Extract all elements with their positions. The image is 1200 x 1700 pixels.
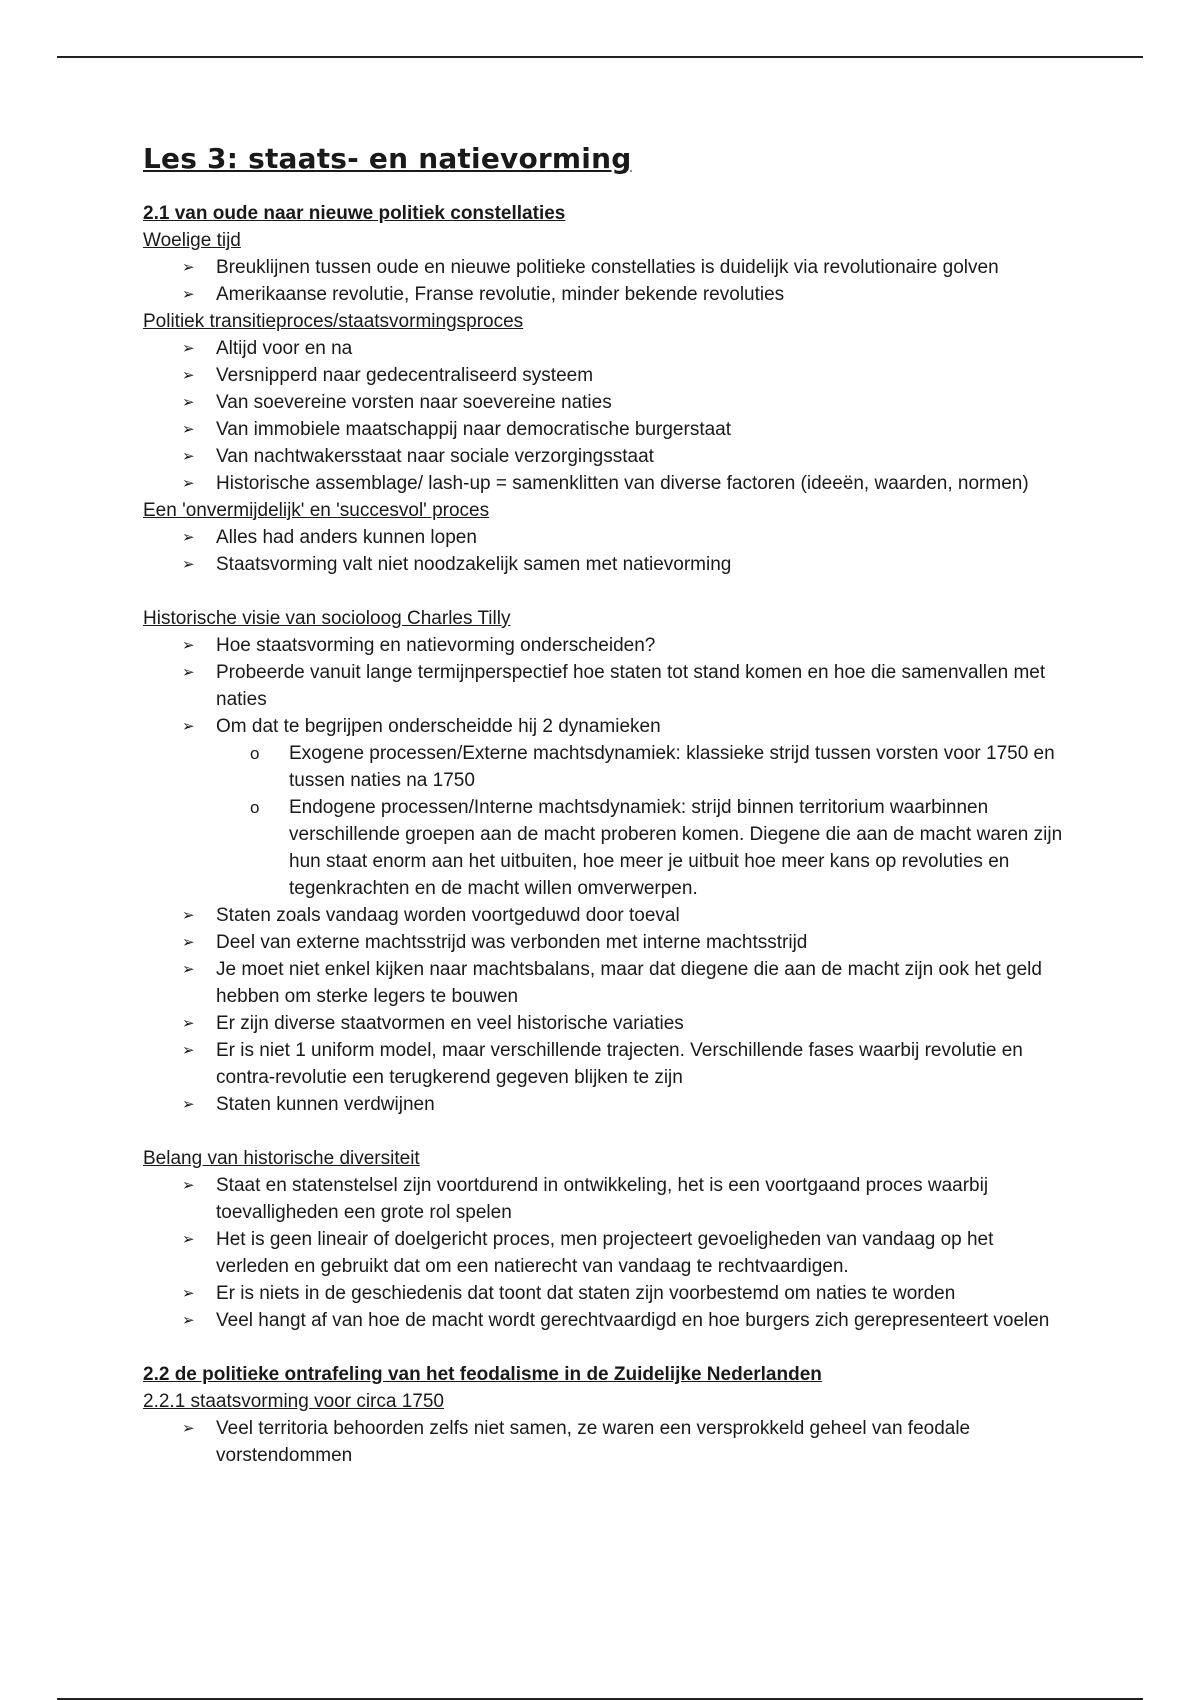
transitie-list [143, 335, 1063, 497]
list-item: ➢ Altijd voor en na [143, 335, 1063, 362]
section-2-2-heading: 2.2 de politieke ontrafeling van het feodalisme in de Zuidelijke Nederlanden [143, 1364, 822, 1385]
arrow-bullet-icon: ➢ [182, 421, 195, 438]
section-2-1-heading: 2.1 van oude naar nieuwe politiek constellaties [143, 203, 566, 224]
arrow-bullet-icon: ➢ [182, 286, 195, 303]
page-title: Les 3: staats- en natievorming [143, 142, 632, 175]
list-item: ➢ Versnipperd naar gedecentraliseerd systeem [143, 362, 1063, 389]
list-item: ➢ Je moet niet enkel kijken naar machtsbalans, maar dat diegene die aan de macht zijn ook het geld hebben om sterke legers te bouwen [143, 956, 1063, 1010]
list-item: ➢ Er is niets in de geschiedenis dat toont dat staten zijn voorbestemd om naties te worden [143, 1280, 1063, 1307]
list-item: ➢ Amerikaanse revolutie, Franse revolutie, minder bekende revoluties [143, 281, 1063, 308]
list-item: ➢ Veel hangt af van hoe de macht wordt gerechtvaardigd en hoe burgers zich gerepresenteert voelen [143, 1307, 1063, 1334]
tilly-list [143, 632, 1063, 1118]
arrow-bullet-icon: ➢ [182, 961, 195, 978]
list-item: ➢ Van soevereine vorsten naar soevereine naties [143, 389, 1063, 416]
arrow-bullet-icon: ➢ [182, 475, 195, 492]
arrow-bullet-icon: ➢ [182, 637, 195, 654]
arrow-bullet-icon: ➢ [182, 934, 195, 951]
arrow-bullet-icon: ➢ [182, 367, 195, 384]
list-item: ➢ Staatsvorming valt niet noodzakelijk samen met natievorming [143, 551, 1063, 578]
spacer [143, 1334, 1063, 1361]
arrow-bullet-icon: ➢ [182, 1420, 195, 1437]
circle-bullet-icon: o [250, 798, 260, 817]
woelige-tijd-list [143, 254, 1063, 308]
arrow-bullet-icon: ➢ [182, 556, 195, 573]
document-page [143, 140, 1063, 1469]
arrow-bullet-icon: ➢ [182, 1177, 195, 1194]
arrow-bullet-icon: ➢ [182, 1285, 195, 1302]
list-item: ➢ Van nachtwakersstaat naar sociale verzorgingsstaat [143, 443, 1063, 470]
transitie-label: Politiek transitieproces/staatsvormingsproces [143, 311, 524, 332]
list-item: ➢ Het is geen lineair of doelgericht proces, men projecteert gevoeligheden van vandaag op het verleden en gebruikt dat om een natierecht van vandaag te rechtvaardigen. [143, 1226, 1063, 1280]
arrow-bullet-icon: ➢ [182, 1312, 195, 1329]
tilly-label: Historische visie van socioloog Charles Tilly [143, 608, 511, 629]
arrow-bullet-icon: ➢ [182, 448, 195, 465]
list-item: ➢ Er zijn diverse staatvormen en veel historische variaties [143, 1010, 1063, 1037]
list-item: ➢ Staten kunnen verdwijnen [143, 1091, 1063, 1118]
diversiteit-list [143, 1172, 1063, 1334]
spacer [143, 578, 1063, 605]
arrow-bullet-icon: ➢ [182, 718, 195, 735]
tilly-sub-list [216, 740, 1063, 902]
list-item: ➢ Veel territoria behoorden zelfs niet samen, ze waren een versprokkeld geheel van feodale vorstendommen [143, 1415, 1063, 1469]
list-item: ➢ Hoe staatsvorming en natievorming onderscheiden? [143, 632, 1063, 659]
arrow-bullet-icon: ➢ [182, 1015, 195, 1032]
section-2-2-1-label: 2.2.1 staatsvorming voor circa 1750 [143, 1391, 444, 1412]
list-item: ➢ Staten zoals vandaag worden voortgeduwd door toeval [143, 902, 1063, 929]
arrow-bullet-icon: ➢ [182, 394, 195, 411]
woelige-tijd-label: Woelige tijd [143, 230, 241, 251]
onvermijdelijk-label: Een 'onvermijdelijk' en 'succesvol' proces [143, 500, 490, 521]
list-item: ➢ Breuklijnen tussen oude en nieuwe politieke constellaties is duidelijk via revolutionaire golven [143, 254, 1063, 281]
arrow-bullet-icon: ➢ [182, 1231, 195, 1248]
diversiteit-label: Belang van historische diversiteit [143, 1148, 420, 1169]
sub-list-item: o Exogene processen/Externe machtsdynamiek: klassieke strijd tussen vorsten voor 1750 en tussen naties na 1750 [216, 740, 1063, 794]
arrow-bullet-icon: ➢ [182, 1096, 195, 1113]
onvermijdelijk-list [143, 524, 1063, 578]
arrow-bullet-icon: ➢ [182, 1042, 195, 1059]
arrow-bullet-icon: ➢ [182, 340, 195, 357]
section-2-2-1-list [143, 1415, 1063, 1469]
arrow-bullet-icon: ➢ [182, 664, 195, 681]
arrow-bullet-icon: ➢ [182, 907, 195, 924]
list-item: ➢ Deel van externe machtsstrijd was verbonden met interne machtsstrijd [143, 929, 1063, 956]
header-rule [57, 56, 1143, 58]
arrow-bullet-icon: ➢ [182, 259, 195, 276]
list-item: ➢ Er is niet 1 uniform model, maar verschillende trajecten. Verschillende fases waarbij revolutie en contra-revolutie een terugkerend gegeven blijken te zijn [143, 1037, 1063, 1091]
list-item: ➢ Historische assemblage/ lash-up = samenklitten van diverse factoren (ideeën, waarden, normen) [143, 470, 1063, 497]
sub-list-item: o Endogene processen/Interne machtsdynamiek: strijd binnen territorium waarbinnen verschillende groepen aan de macht proberen komen. Diegene die aan de macht waren zijn hun staat enorm aan het uitbuiten, hoe meer je uitbuit hoe meer kans op revoluties en tegenkrachten en de macht willen omverwerpen. [216, 794, 1063, 902]
arrow-bullet-icon: ➢ [182, 529, 195, 546]
list-item: ➢ Probeerde vanuit lange termijnperspectief hoe staten tot stand komen en hoe die samenvallen met naties [143, 659, 1063, 713]
spacer [143, 1118, 1063, 1145]
circle-bullet-icon: o [250, 744, 260, 763]
list-item: ➢ Staat en statenstelsel zijn voortdurend in ontwikkeling, het is een voortgaand proces waarbij toevalligheden een grote rol spelen [143, 1172, 1063, 1226]
list-item: ➢ Alles had anders kunnen lopen [143, 524, 1063, 551]
list-item: ➢ Van immobiele maatschappij naar democratische burgerstaat [143, 416, 1063, 443]
list-item: ➢ Om dat te begrijpen onderscheidde hij 2 dynamieken o Exogene processen/Externe machtsdynamiek: klassieke strijd tussen vorsten voor 1750 en tussen naties na 1750 o Endogene processen/Interne machtsdynamiek: strijd binnen territorium waarbinnen verschillende groepen aan de macht proberen komen. Diegene die aan de macht waren zijn hun staat enorm aan het uitbuiten, hoe meer je uitbuit hoe meer kans op revoluties en tegenkrachten en de macht willen omverwerpen. [143, 713, 1063, 902]
